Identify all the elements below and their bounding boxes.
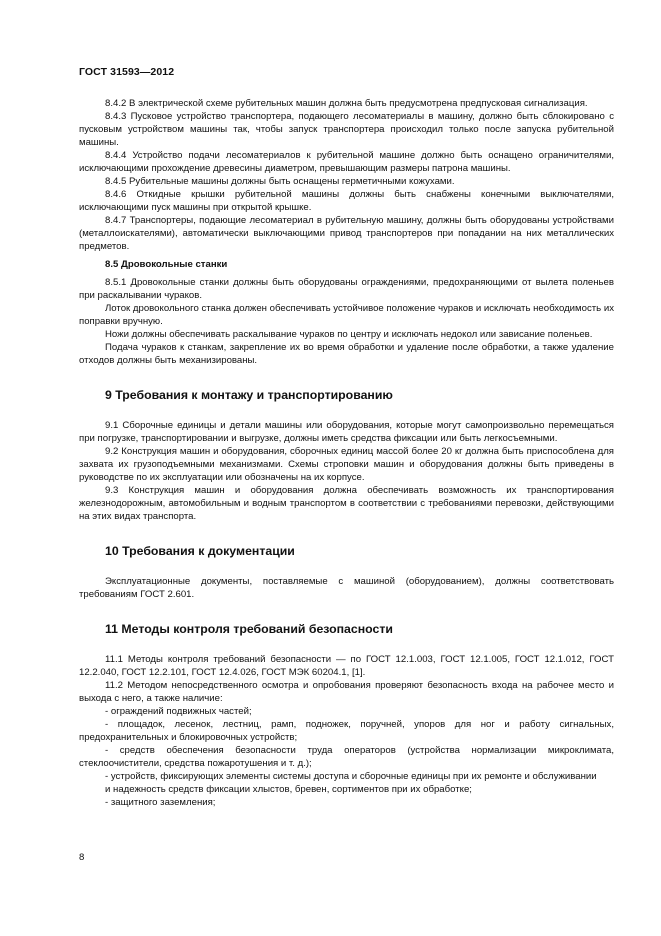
paragraph-11-2: 11.2 Методом непосредственного осмотра и опробования проверяют безопасность входа на рабочее место и выхода с него, а также наличие:: [79, 680, 614, 704]
paragraph-8-4-7: 8.4.7 Транспортеры, подающие лесоматериал в рубительную машину, должны быть оборудованы устройствами (металлоискателями), автоматически выключающими привод транспортеров при попадании на них металлических предметов.: [79, 215, 614, 252]
section-heading-11: 11 Методы контроля требований безопасности: [105, 622, 393, 636]
subsection-heading-8-5: 8.5 Дровокольные станки: [105, 259, 228, 270]
paragraph-8-5-feeding: Подача чураков к станкам, закрепление их во время обработки и удаление после обработки, а также удаление отходов должны быть механизированы.: [79, 342, 614, 366]
document-header: ГОСТ 31593—2012: [79, 66, 175, 78]
paragraph-11-1: 11.1 Методы контроля требований безопасности — по ГОСТ 12.1.003, ГОСТ 12.1.005, ГОСТ 12.1.012, ГОСТ 12.2.040, ГОСТ 12.2.101, ГОСТ 12.4.026, ГОСТ МЭК 60204.1, [1].: [79, 654, 614, 678]
document-body: [79, 97, 614, 809]
paragraph-8-5-tray: Лоток дровокольного станка должен обеспечивать устойчивое положение чураков и исключать необходимость их поправки вручную.: [79, 303, 614, 327]
paragraph-8-5-1: 8.5.1 Дровокольные станки должны быть оборудованы ограждениями, предохраняющими от вылета поленьев при раскалывании чураков.: [79, 277, 614, 301]
paragraph-10: Эксплуатационные документы, поставляемые с машиной (оборудованием), должны соответствовать требованиям ГОСТ 2.601.: [79, 576, 614, 600]
list-item: - средств обеспечения безопасности труда операторов (устройства нормализации микроклимата, стеклоочистители, средства пожаротушения и т. д.);: [79, 745, 614, 769]
list-item: и надежность средств фиксации хлыстов, бревен, сортиментов при их обработке;: [105, 784, 472, 795]
paragraph-9-2: 9.2 Конструкция машин и оборудования, сборочных единиц массой более 20 кг должна быть приспособлена для захвата их грузоподъемными механизмами. Схемы строповки машин и оборудования должны быть приведены в руководстве по их эксплуатации или обозначены на их корпусе.: [79, 446, 614, 483]
section-heading-10: 10 Требования к документации: [105, 544, 295, 558]
list-item: - устройств, фиксирующих элементы системы доступа и сборочные единицы при их ремонте и обслуживании: [105, 771, 597, 782]
paragraph-8-5-knives: Ножи должны обеспечивать раскалывание чураков по центру и исключать недокол или зависание поленьев.: [105, 329, 593, 340]
paragraph-8-4-3: 8.4.3 Пусковое устройство транспортера, подающего лесоматериалы в машину, должно быть сблокировано с пусковым устройством машины так, чтобы запуск транспортера происходил только после запуска рубительной машины.: [79, 111, 614, 148]
paragraph-8-4-6: 8.4.6 Откидные крышки рубительной машины должны быть снабжены конечными выключателями, исключающими пуск машины при открытой крышке.: [79, 189, 614, 213]
paragraph-9-1: 9.1 Сборочные единицы и детали машины или оборудования, которые могут самопроизвольно перемещаться при погрузке, транспортировании и выгрузке, должны иметь средства фиксации или быть легкосъемными.: [79, 420, 614, 444]
section-heading-9: 9 Требования к монтажу и транспортированию: [105, 388, 393, 402]
paragraph-9-3: 9.3 Конструкция машин и оборудования должна обеспечивать возможность их транспортирования железнодорожным, автомобильным и водным транспортом в соответствии с требованиями перевозки, действующими на этих видах транспорта.: [79, 485, 614, 522]
list-item: - ограждений подвижных частей;: [105, 706, 252, 717]
list-item: - площадок, лесенок, лестниц, рамп, подножек, поручней, упоров для ног и работу сигнальных, предохранительных и блокировочных устройств;: [79, 719, 614, 743]
paragraph-8-4-2: 8.4.2 В электрической схеме рубительных машин должна быть предусмотрена предпусковая сигнализация.: [105, 98, 588, 109]
list-item: - защитного заземления;: [105, 797, 216, 808]
paragraph-8-4-5: 8.4.5 Рубительные машины должны быть оснащены герметичными кожухами.: [105, 176, 455, 187]
page-number: 8: [79, 852, 85, 863]
paragraph-8-4-4: 8.4.4 Устройство подачи лесоматериалов к рубительной машине должно быть оснащено ограничителями, исключающими прохождение древесины диаметром, превышающим размеры патрона машины.: [79, 150, 614, 174]
